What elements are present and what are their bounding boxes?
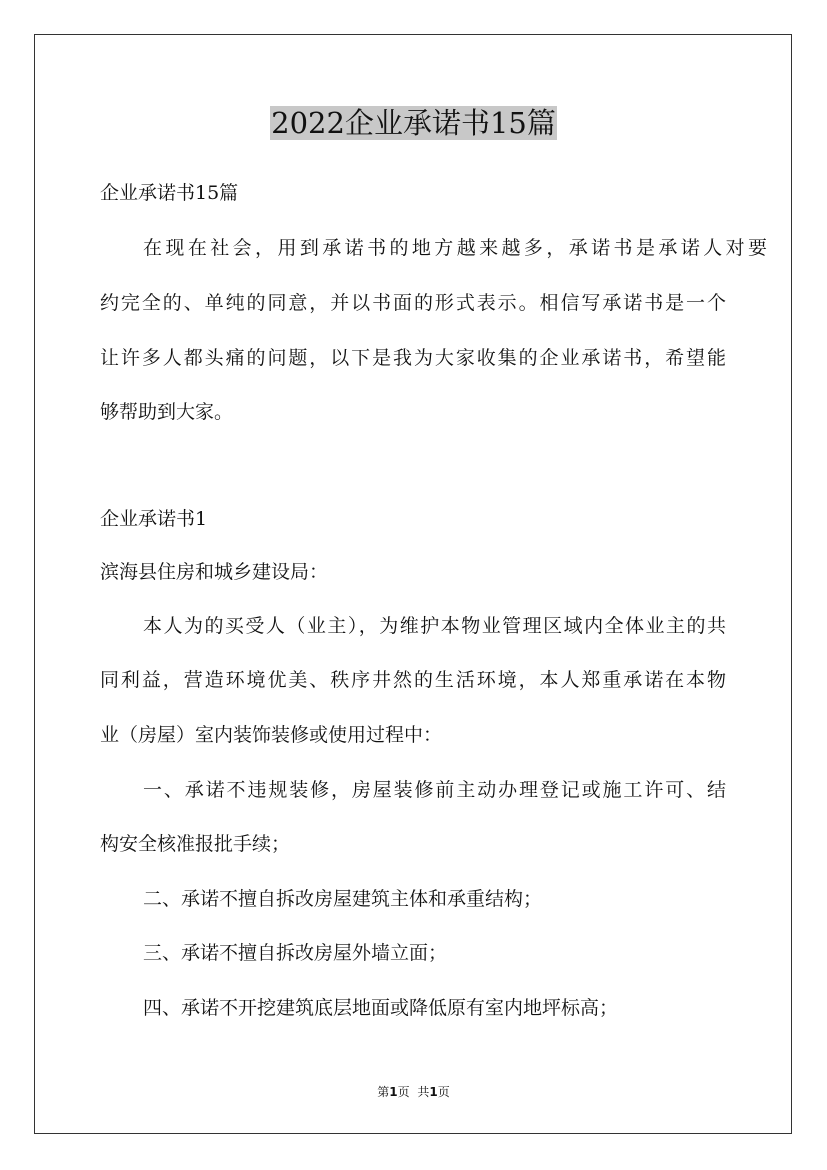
footer-page-number: 1 [389, 1085, 398, 1099]
footer-total-suffix: 页 [437, 1085, 450, 1099]
body-line-8: 四、承诺不开挖建筑底层地面或降低原有室内地坪标高； [143, 997, 619, 1019]
body-line-3: 业（房屋）室内装饰装修或使用过程中： [100, 724, 443, 746]
footer-total-prefix: 共 [417, 1085, 430, 1099]
document-subtitle: 企业承诺书15篇 [100, 182, 239, 204]
page-footer [0, 1082, 827, 1102]
footer-total-pages: 1 [429, 1085, 438, 1099]
section-heading: 企业承诺书1 [100, 508, 208, 530]
body-line-1: 本人为的买受人（业主），为维护本物业管理区域内全体业主的共 [143, 615, 726, 637]
body-line-7: 三、承诺不擅自拆改房屋外墙立面； [143, 942, 448, 964]
footer-page-suffix: 页 [397, 1085, 410, 1099]
footer-page-prefix: 第 [377, 1085, 390, 1099]
intro-line-1: 在现在社会，用到承诺书的地方越来越多，承诺书是承诺人对要 [143, 237, 767, 259]
intro-line-2: 约完全的、单纯的同意，并以书面的形式表示。相信写承诺书是一个 [100, 292, 726, 314]
intro-line-3: 让许多人都头痛的问题，以下是我为大家收集的企业承诺书，希望能 [100, 347, 726, 369]
document-title-text: 2022企业承诺书15篇 [271, 106, 556, 140]
body-line-6: 二、承诺不擅自拆改房屋建筑主体和承重结构； [143, 888, 543, 910]
intro-line-4: 够帮助到大家。 [100, 401, 234, 423]
body-line-5: 构安全核准报批手续； [100, 833, 291, 855]
body-line-4: 一、承诺不违规装修，房屋装修前主动办理登记或施工许可、结 [143, 779, 726, 801]
addressee: 滨海县住房和城乡建设局： [100, 561, 329, 583]
body-line-2: 同利益，营造环境优美、秩序井然的生活环境，本人郑重承诺在本物 [100, 669, 726, 691]
document-title [0, 100, 827, 146]
